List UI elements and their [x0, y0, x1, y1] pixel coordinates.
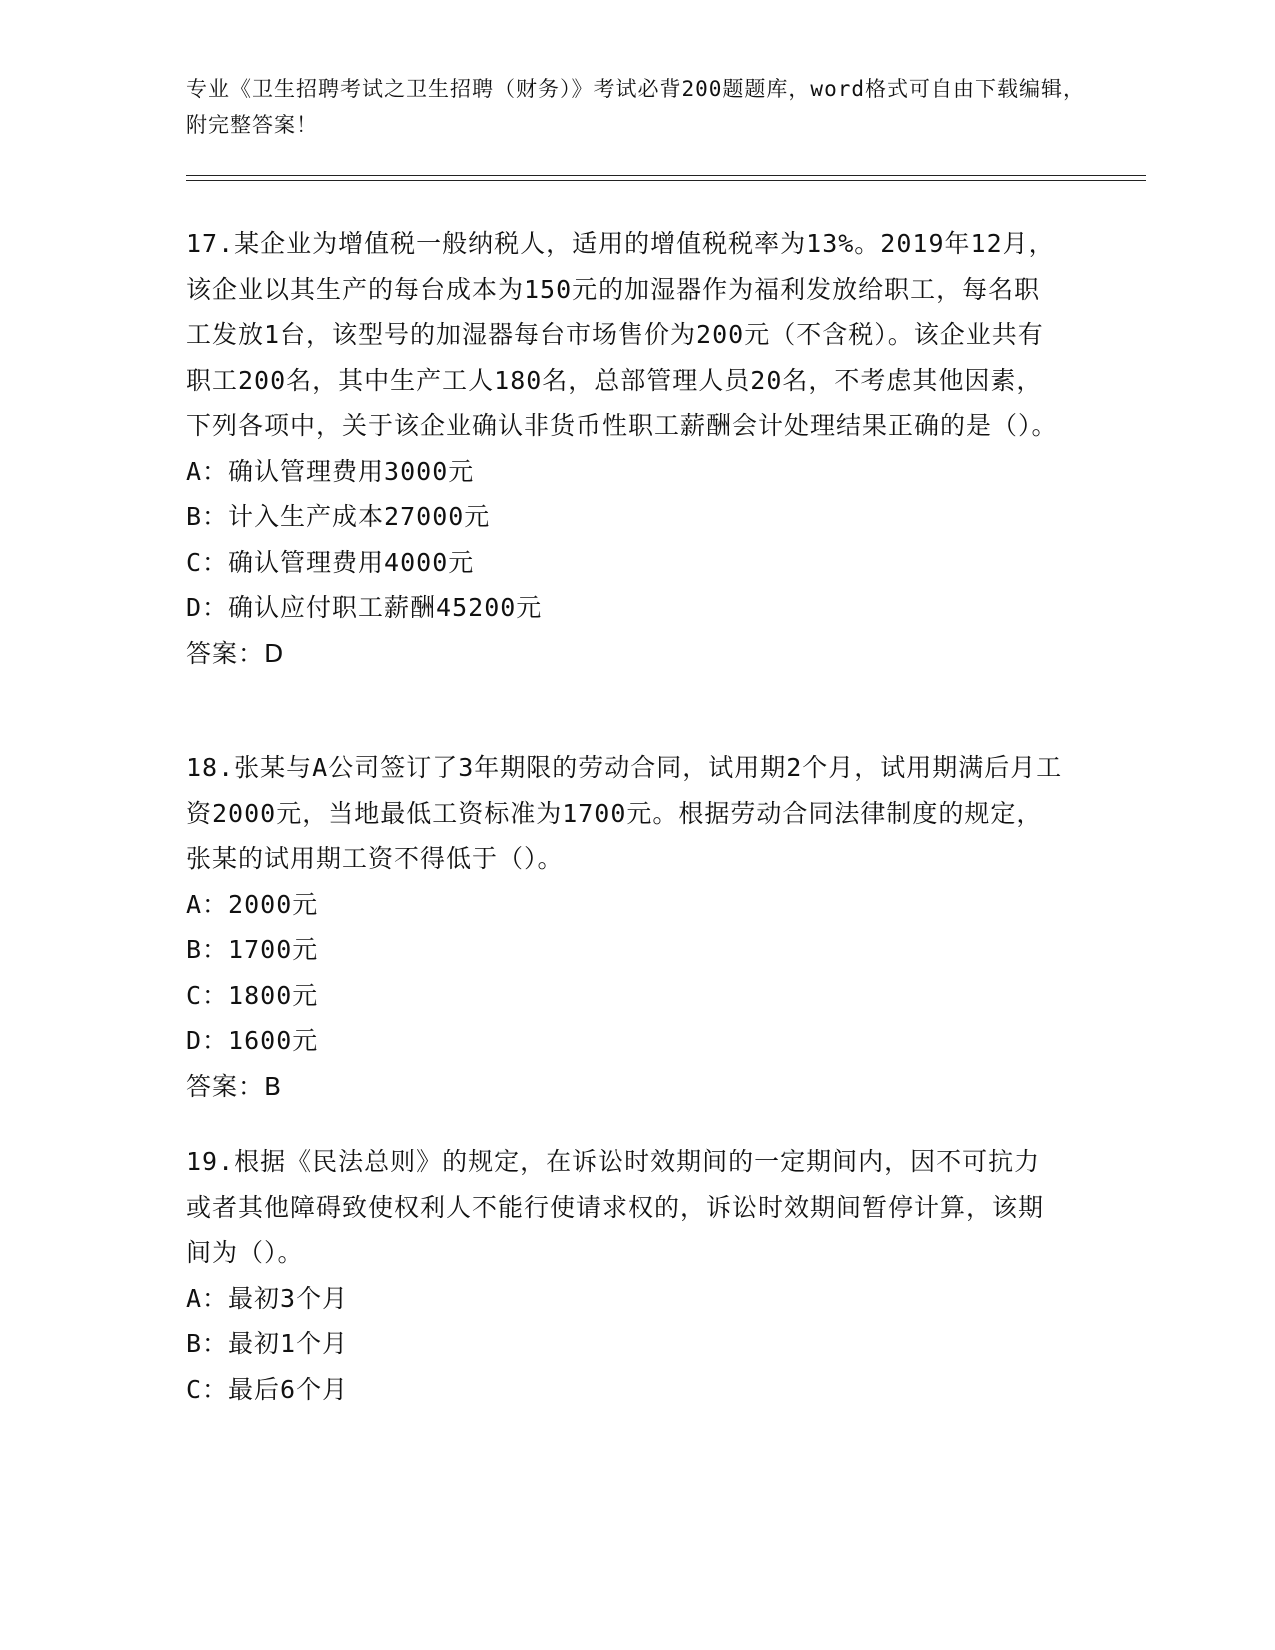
option-a: A：最初3个月: [186, 1283, 349, 1313]
option-d: D：1600元: [186, 1026, 319, 1055]
option-b: B：计入生产成本27000元: [186, 502, 491, 531]
option-d: D：确认应付职工薪酬45200元: [186, 593, 543, 622]
option-a: A：确认管理费用3000元: [186, 456, 475, 486]
document-header-title: 专业《卫生招聘考试之卫生招聘（财务）》考试必背200题题库，word格式可自由下载编辑，附完整答案！: [186, 77, 1085, 137]
option-a: A：2000元: [186, 889, 319, 919]
question-stem: 18.张某与A公司签订了3年期限的劳动合同，试用期2个月，试用期满后月工资2000元，当地最低工资标准为1700元。根据劳动合同法律制度的规定，张某的试用期工资不得低于（）。: [186, 753, 1063, 873]
option-c: C：确认管理费用4000元: [186, 547, 475, 577]
option-b: B：1700元: [186, 935, 319, 964]
answer-line: 答案：D: [186, 638, 285, 668]
question-stem: 17.某企业为增值税一般纳税人，适用的增值税税率为13%。2019年12月，该企业以其生产的每台成本为150元的加湿器作为福利发放给职工，每名职工发放1台，该型号的加湿器每台市场售价为200元（不含税）。该企业共有职工200名，其中生产工人180名，总部管理人员20名，不考虑其他因素，下列各项中，关于该企业确认非货币性职工薪酬会计处理结果正确的是（）。: [186, 229, 1058, 440]
question-19: [186, 1139, 1066, 1412]
question-18: [186, 745, 1066, 1109]
header-double-rule: [186, 175, 1146, 181]
option-b: B：最初1个月: [186, 1329, 349, 1358]
question-stem: 19.根据《民法总则》的规定，在诉讼时效期间的一定期间内，因不可抗力或者其他障碍致使权利人不能行使请求权的，诉讼时效期间暂停计算，该期间为（）。: [186, 1147, 1045, 1267]
question-17: [186, 221, 1066, 676]
answer-line: 答案：B: [186, 1071, 283, 1101]
option-c: C：1800元: [186, 980, 319, 1010]
option-c: C：最后6个月: [186, 1374, 349, 1404]
